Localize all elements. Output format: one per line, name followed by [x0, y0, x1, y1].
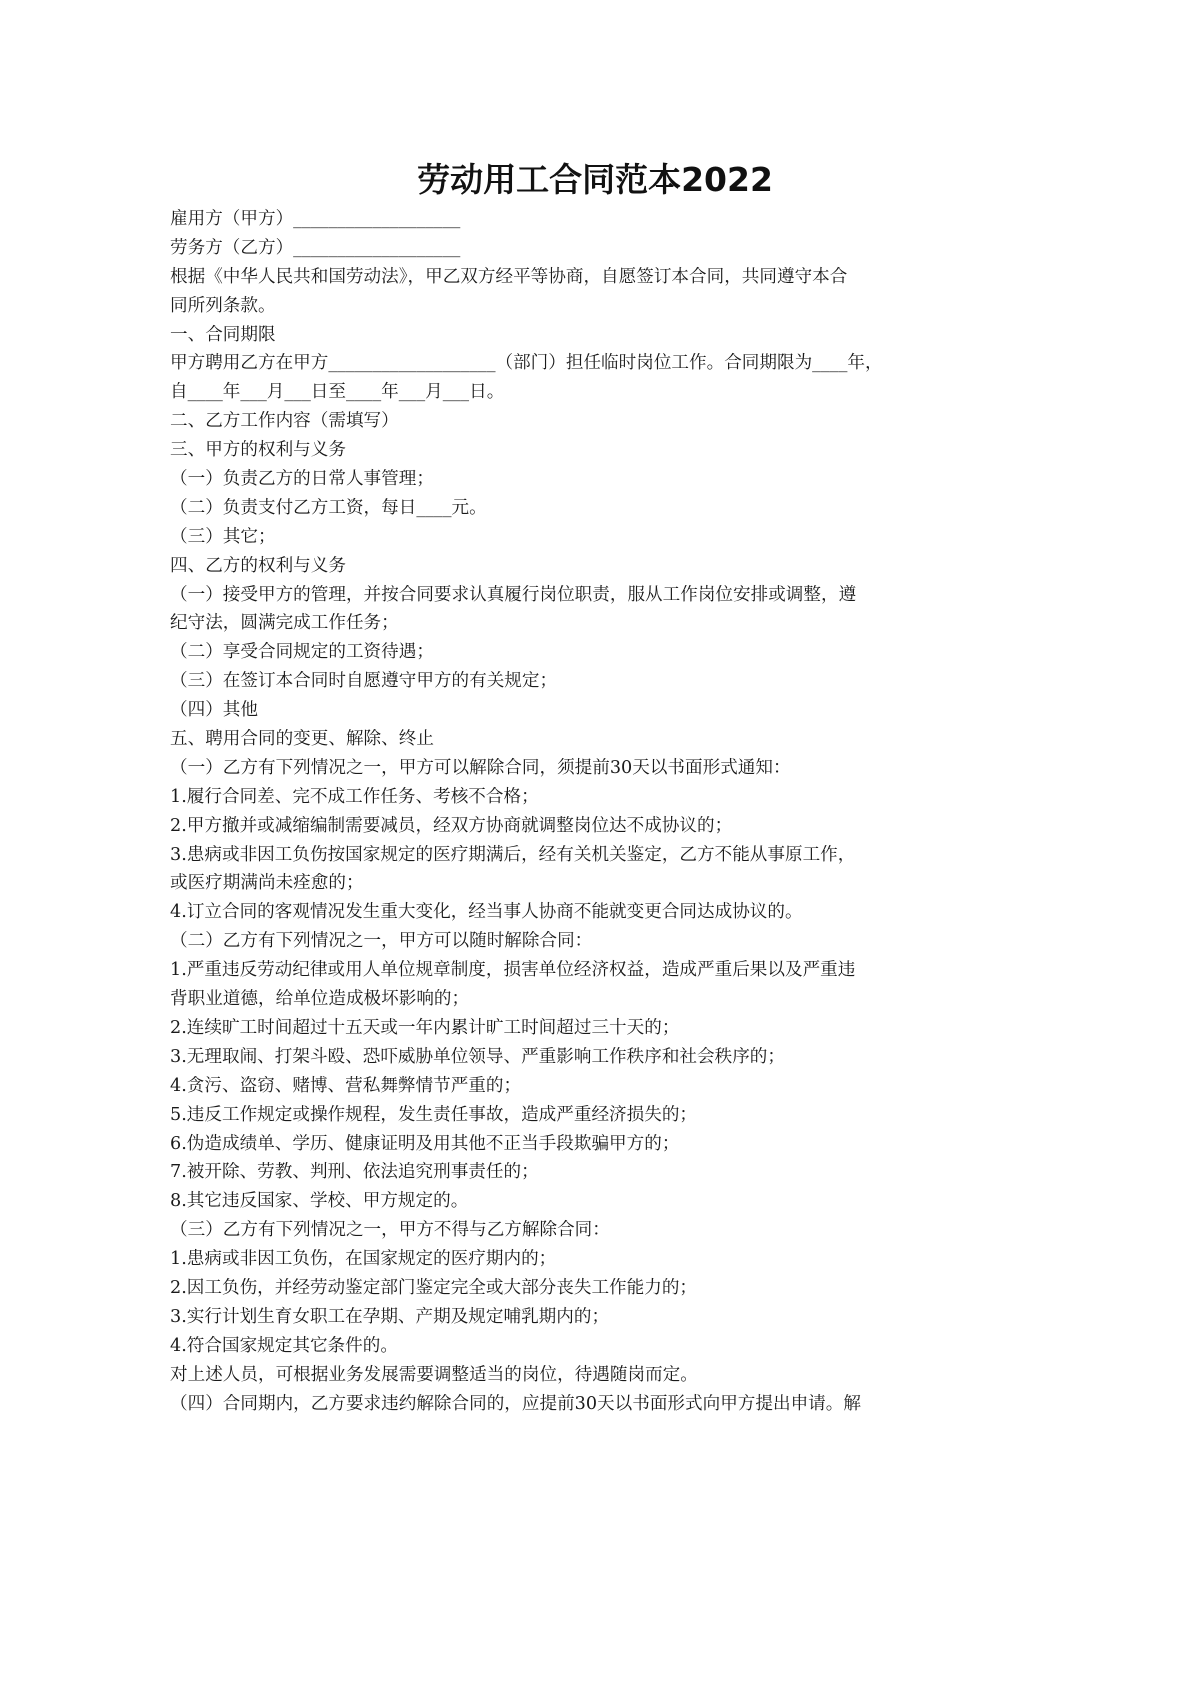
document-line: （四）其他	[170, 700, 258, 721]
document-line: 7.被开除、劳教、判刑、依法追究刑事责任的；	[170, 1162, 539, 1183]
document-body	[170, 205, 960, 1418]
document-line: （三）在签订本合同时自愿遵守甲方的有关规定；	[170, 671, 558, 692]
document-line: 背职业道德，给单位造成极坏影响的；	[170, 989, 470, 1010]
document-line: 2.连续旷工时间超过十五天或一年内累计旷工时间超过三十天的；	[170, 1017, 680, 1038]
document-line: （二）享受合同规定的工资待遇；	[170, 642, 434, 663]
document-line: 对上述人员，可根据业务发展需要调整适当的岗位，待遇随岗而定。	[170, 1364, 698, 1385]
document-line: （四）合同期内，乙方要求违约解除合同的，应提前30天以书面形式向甲方提出申请。解	[170, 1393, 861, 1414]
document-line: 3.无理取闹、打架斗殴、恐吓威胁单位领导、严重影响工作秩序和社会秩序的；	[170, 1046, 785, 1067]
document-line: 或医疗期满尚未痊愈的；	[170, 873, 364, 894]
document-line: 4.订立合同的客观情况发生重大变化，经当事人协商不能就变更合同达成协议的。	[170, 902, 803, 923]
document-line: 4.符合国家规定其它条件的。	[170, 1335, 398, 1356]
document-line: 2.因工负伤，并经劳动鉴定部门鉴定完全或大部分丧失工作能力的；	[170, 1277, 698, 1298]
document-line: （三）乙方有下列情况之一，甲方不得与乙方解除合同：	[170, 1220, 610, 1241]
document-line: 五、聘用合同的变更、解除、终止	[170, 729, 434, 750]
document-line: （二）乙方有下列情况之一，甲方可以随时解除合同：	[170, 931, 593, 952]
document-line: （三）其它；	[170, 526, 276, 547]
document-line: 三、甲方的权利与义务	[170, 440, 346, 461]
document-line: 同所列条款。	[170, 295, 276, 316]
document-line: 1.严重违反劳动纪律或用人单位规章制度，损害单位经济权益，造成严重后果以及严重违	[170, 960, 856, 981]
document-line: 甲方聘用乙方在甲方___________________（部门）担任临时岗位工作。合同期限为____年，	[170, 353, 883, 374]
document-title: 劳动用工合同范本2022	[417, 160, 773, 199]
document-line: 2.甲方撤并或减缩编制需要减员，经双方协商就调整岗位达不成协议的；	[170, 815, 733, 836]
document-line: 1.履行合同差、完不成工作任务、考核不合格；	[170, 786, 539, 807]
document-line: 雇用方（甲方）___________________	[170, 209, 461, 229]
document-line: （一）接受甲方的管理，并按合同要求认真履行岗位职责，服从工作岗位安排或调整，遵	[170, 584, 857, 605]
document-line: 一、合同期限	[170, 324, 276, 345]
document-line: 5.违反工作规定或操作规程，发生责任事故，造成严重经济损失的；	[170, 1104, 698, 1125]
document-line: 8.其它违反国家、学校、甲方规定的。	[170, 1191, 469, 1212]
document-line: （一）负责乙方的日常人事管理；	[170, 469, 434, 490]
document-line: 根据《中华人民共和国劳动法》，甲乙双方经平等协商，自愿签订本合同，共同遵守本合	[170, 266, 848, 287]
document-line: 6.伪造成绩单、学历、健康证明及用其他不正当手段欺骗甲方的；	[170, 1133, 680, 1154]
document-line: 4.贪污、盗窃、赌博、营私舞弊情节严重的；	[170, 1075, 522, 1096]
document-line: （二）负责支付乙方工资，每日____元。	[170, 497, 487, 518]
document-line: 四、乙方的权利与义务	[170, 555, 346, 576]
document-line: 纪守法，圆满完成工作任务；	[170, 613, 399, 634]
document-line: 二、乙方工作内容（需填写）	[170, 411, 399, 432]
document-line: （一）乙方有下列情况之一，甲方可以解除合同，须提前30天以书面形式通知：	[170, 757, 791, 778]
document-line: 1.患病或非因工负伤，在国家规定的医疗期内的；	[170, 1249, 557, 1270]
document-line: 3.患病或非因工负伤按国家规定的医疗期满后，经有关机关鉴定，乙方不能从事原工作，	[170, 844, 856, 865]
document-line: 劳务方（乙方）___________________	[170, 237, 461, 258]
document-line: 自____年___月___日至____年___月___日。	[170, 382, 505, 403]
document-line: 3.实行计划生育女职工在孕期、产期及规定哺乳期内的；	[170, 1306, 610, 1327]
